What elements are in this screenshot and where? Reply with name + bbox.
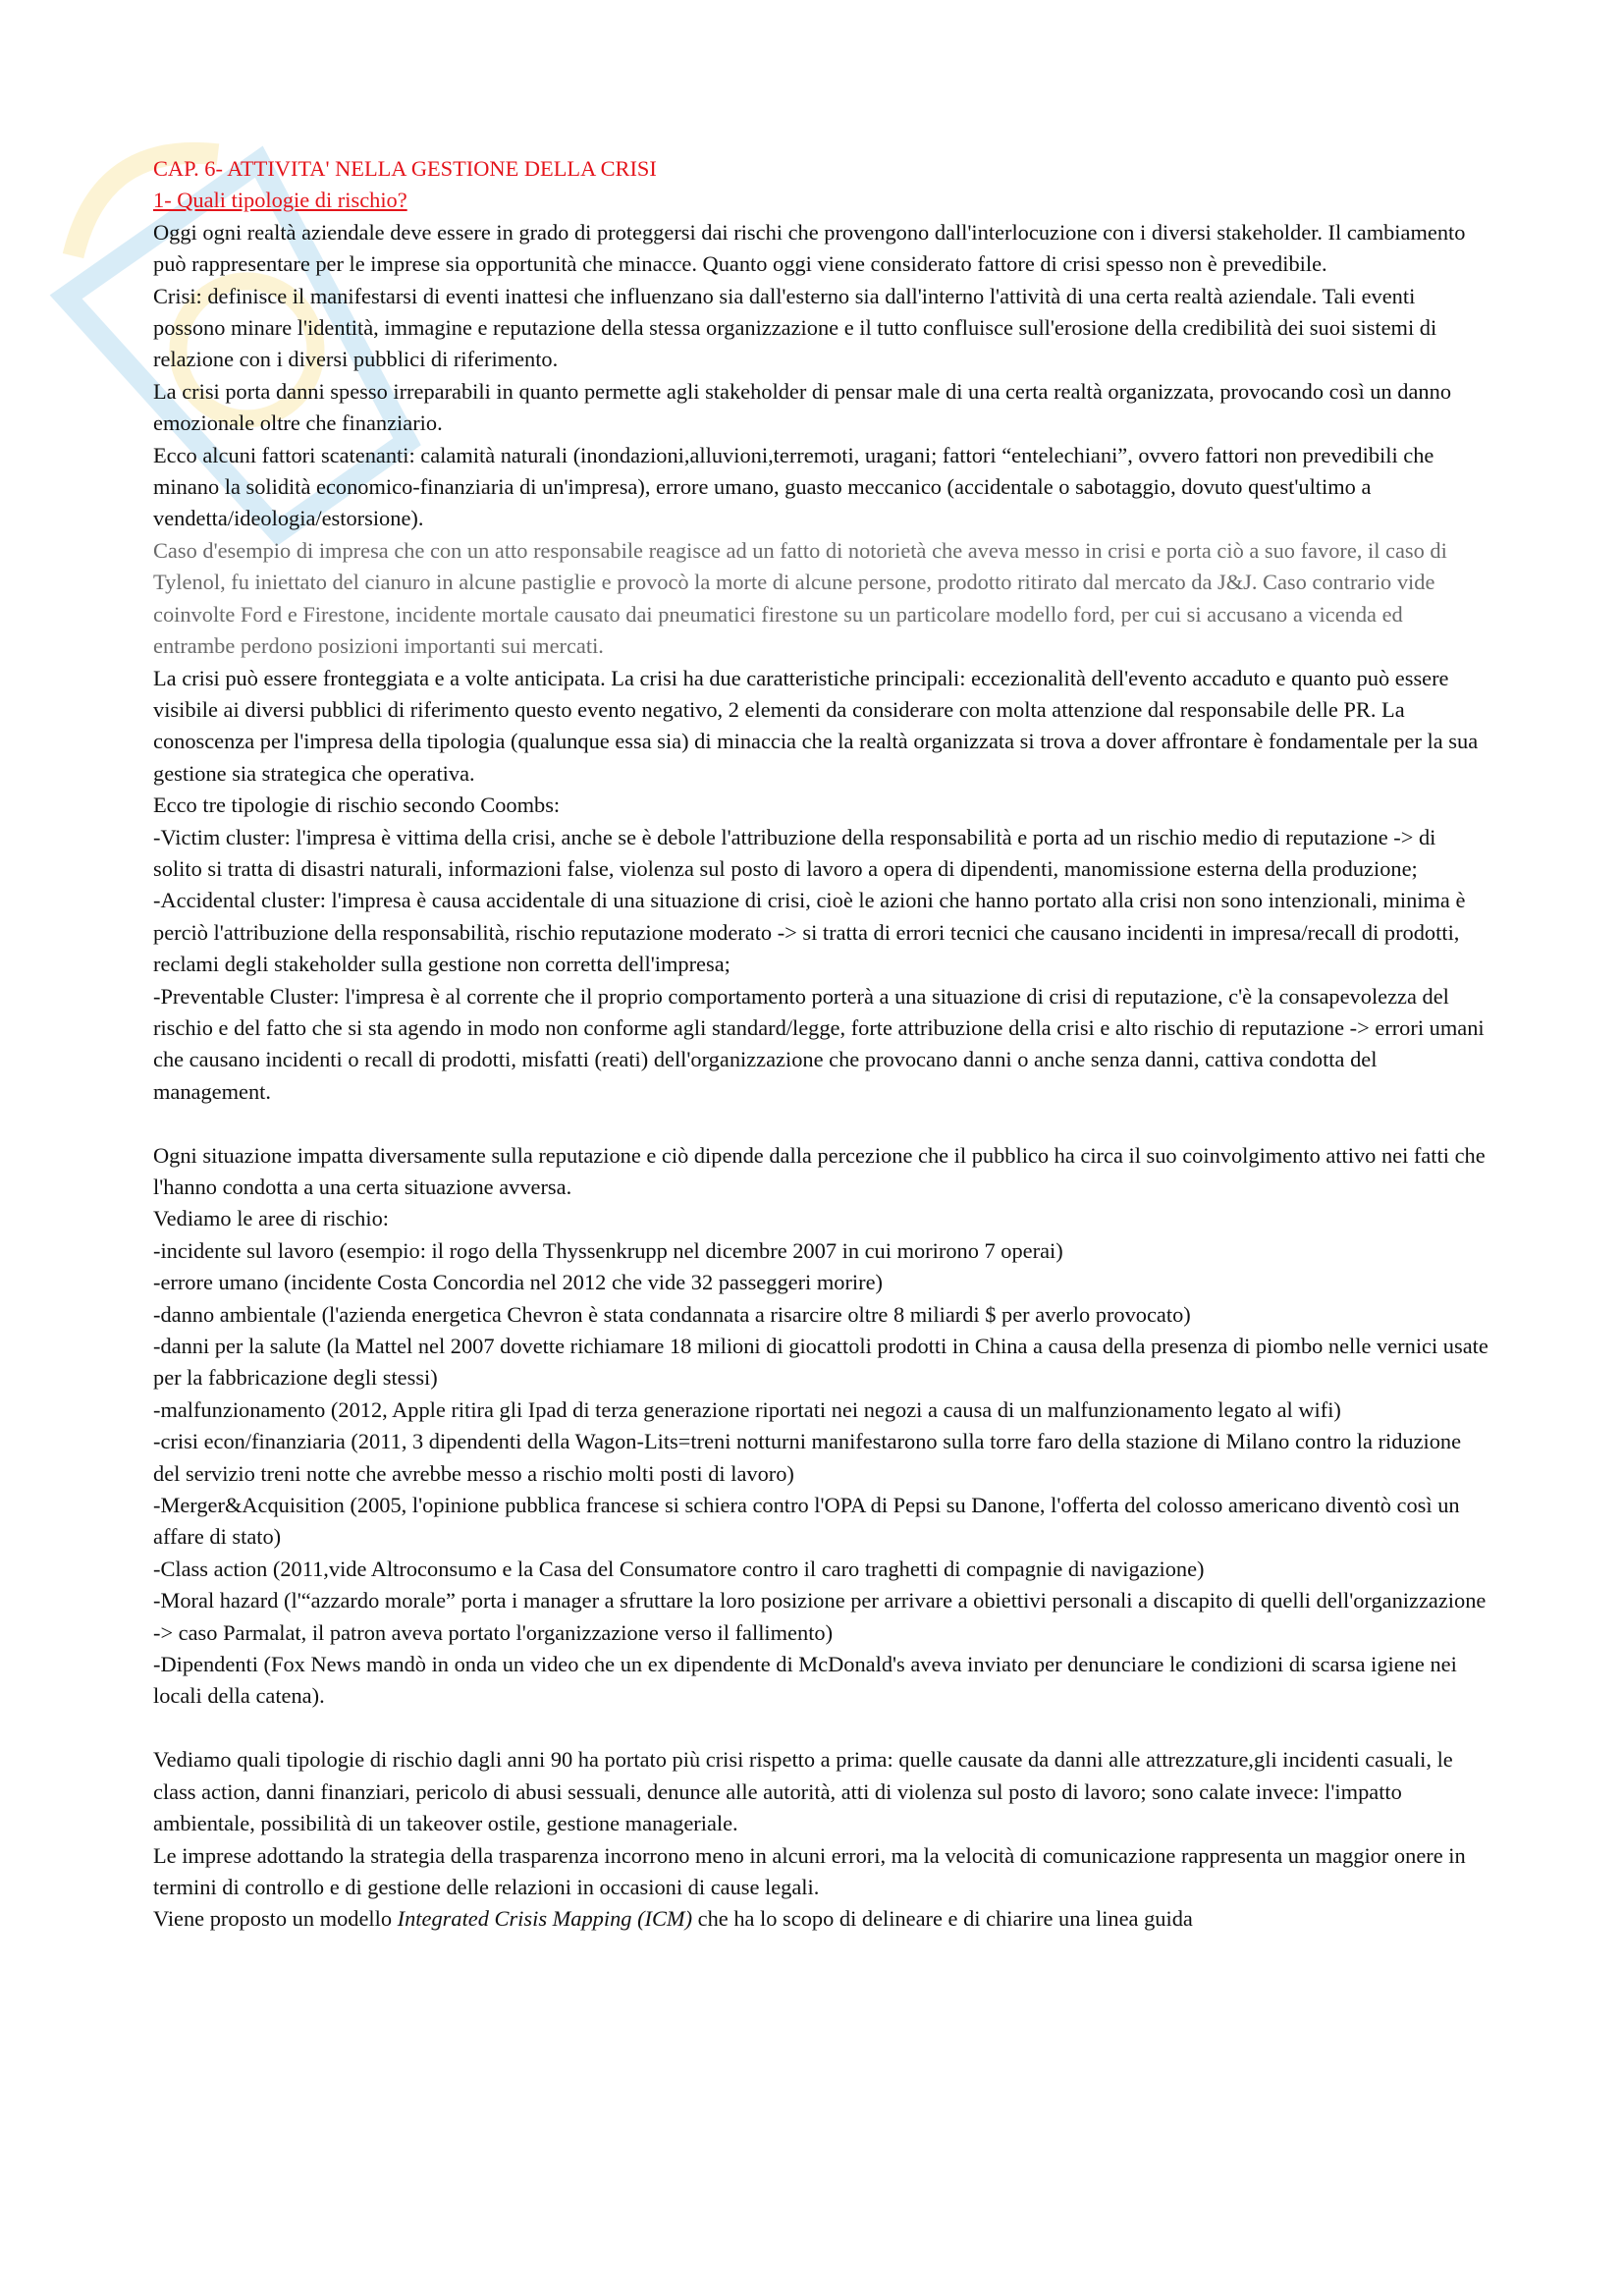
list-item: -Moral hazard (l'“azzardo morale” porta i manager a sfruttare la loro posizione per arrivare a obiettivi personali a discapito di quelli dell'organizzazione -> caso Parmalat, il patron aveva portato l'organizzazione verso il fallimento) (153, 1588, 1487, 1645)
list-item: -Accidental cluster: l'impresa è causa accidentale di una situazione di crisi, cioè le azioni che hanno portato alla crisi non sono intenzionali, minima è perciò l'attribuzione della responsabilità, rischio reputazione moderato -> si tratta di errori tecnici che causano incidenti in impresa/recall di prodotti, reclami degli stakeholder sulla gestione non corretta dell'impresa; (153, 888, 1466, 977)
paragraph: La crisi porta danni spesso irreparabili in quanto permette agli stakeholder di pensar male di una certa realtà organizzata, provocando così un danno emozionale oltre che finanziario. (153, 378, 1452, 436)
paragraph: Ogni situazione impatta diversamente sulla reputazione e ciò dipende dalla percezione che il pubblico ha circa il suo coinvolgimento attivo nei fatti che l'hanno condotta a una certa situazione avversa. (153, 1142, 1486, 1199)
list-item: -errore umano (incidente Costa Concordia nel 2012 che vide 32 passeggeri morire) (153, 1270, 883, 1295)
paragraph: Ecco tre tipologie di rischio secondo Coombs: (153, 793, 561, 818)
spacer (153, 1713, 1488, 1744)
list-item: -danno ambientale (l'azienda energetica Chevron è stata condannata a risarcire oltre 8 miliardi $ per averlo provocato) (153, 1301, 1191, 1327)
spacer (153, 1108, 1488, 1139)
paragraph: Le imprese adottando la strategia della trasparenza incorrono meno in alcuni errori, ma la velocità di comunicazione rappresenta un maggior onere in termini di controllo e di gestione delle relazioni in occasioni di cause legali. (153, 1842, 1466, 1899)
list-item: -Class action (2011,vide Altroconsumo e la Casa del Consumatore contro il caro traghetti di compagnie di navigazione) (153, 1556, 1205, 1581)
paragraph: Vediamo quali tipologie di rischio dagli anni 90 ha portato più crisi rispetto a prima: quelle causate da danni alle attrezzature,gli incidenti casuali, le class action, danni finanziari, pericolo di abusi sessuali, denunce alle autorità, atti di violenza sul posto di lavoro; sono calate invece: l'impatto ambientale, possibilità di un takeover ostile, gestione manageriale. (153, 1747, 1453, 1836)
list-item: -incidente sul lavoro (esempio: il rogo della Thyssenkrupp nel dicembre 2007 in cui morirono 7 operai) (153, 1237, 1063, 1263)
paragraph: La crisi può essere fronteggiata e a volte anticipata. La crisi ha due caratteristiche principali: eccezionalità dell'evento accaduto e quanto può essere visibile ai diversi pubblici di riferimento questo evento negativo, 2 elementi da considerare con molta attenzione dal responsabile delle PR. La conoscenza per l'impresa della tipologia (qualunque essa sia) di minaccia che la realtà organizzata si trova a dover affrontare è fondamentale per la sua gestione sia strategica che operativa. (153, 665, 1479, 786)
paragraph: Crisi: definisce il manifestarsi di eventi inattesi che influenzano sia dall'esterno sia dall'interno l'attività di una certa realtà aziendale. Tali eventi possono minare l'identità, immagine e reputazione della stessa organizzazione e il tutto confluisce sull'erosione della credibilità dei suoi sistemi di relazione con i diversi pubblici di riferimento. (153, 283, 1437, 372)
chapter-title: CAP. 6- ATTIVITA' NELLA GESTIONE DELLA CRISI (153, 156, 657, 181)
list-item: -malfunzionamento (2012, Apple ritira gli Ipad di terza generazione riportati nei negozi a causa di un malfunzionamento legato al wifi) (153, 1396, 1341, 1422)
paragraph-text: Viene proposto un modello (153, 1906, 398, 1932)
example-paragraph: Caso d'esempio di impresa che con un atto responsabile reagisce ad un fatto di notorietà che aveva messo in crisi e porta ciò a suo favore, il caso di Tylenol, fu iniettato del cianuro in alcune pastiglie e provocò la morte di alcune persone, prodotto ritirato dal mercato da J&J. Caso contrario vide coinvolte Ford e Firestone, incidente mortale causato dai pneumatici firestone su un particolare modello ford, per cui si accusano a vicenda ed entrambe perdono posizioni importanti sui mercati. (153, 537, 1447, 659)
paragraph (153, 1903, 1488, 1935)
list-item: -Dipendenti (Fox News mandò in onda un video che un ex dipendente di McDonald's aveva inviato per denunciare le condizioni di scarsa igiene nei locali della catena). (153, 1652, 1457, 1709)
list-item: -crisi econ/finanziaria (2011, 3 dipendenti della Wagon-Lits=treni notturni manifestarono sulla torre faro della stazione di Milano contro la riduzione del servizio treni notte che avrebbe messo a rischio molti posti di lavoro) (153, 1429, 1462, 1486)
section-heading: 1- Quali tipologie di rischio? (153, 188, 407, 213)
list-item: -Preventable Cluster: l'impresa è al corrente che il proprio comportamento porterà a una situazione di crisi di reputazione, c'è la consapevolezza del rischio e del fatto che si sta agendo in modo non conforme agli standard/legge, forte attribuzione della crisi e alto rischio di reputazione -> errori umani che causano incidenti o recall di prodotti, misfatti (reati) dell'organizzazione che provocano danni o anche senza danni, cattiva condotta del management. (153, 983, 1485, 1104)
list-item: -Merger&Acquisition (2005, l'opinione pubblica francese si schiera contro l'OPA di Pepsi su Danone, l'offerta del colosso americano diventò così un affare di stato) (153, 1493, 1460, 1550)
paragraph: Oggi ogni realtà aziendale deve essere in grado di proteggersi dai rischi che provengono dall'interlocuzione con i diversi stakeholder. Il cambiamento può rappresentare per le imprese sia opportunità che minacce. Quanto oggi viene considerato fattore di crisi spesso non è prevedibile. (153, 219, 1466, 277)
list-item: -danni per la salute (la Mattel nel 2007 dovette richiamare 18 milioni di giocattoli prodotti in China a causa della presenza di piombo nelle vernici usate per la fabbricazione degli stessi) (153, 1334, 1488, 1391)
paragraph-text: che ha lo scopo di delineare e di chiarire una linea guida (692, 1906, 1193, 1932)
paragraph: Vediamo le aree di rischio: (153, 1206, 389, 1231)
list-item: -Victim cluster: l'impresa è vittima della crisi, anche se è debole l'attribuzione della responsabilità e porta ad un rischio medio di reputazione -> di solito si tratta di disastri naturali, informazioni false, violenza sul posto di lavoro a opera di dipendenti, manomissione esterna della produzione; (153, 824, 1436, 881)
document-page (153, 153, 1488, 1936)
model-name: Integrated Crisis Mapping (ICM) (397, 1906, 693, 1932)
paragraph: Ecco alcuni fattori scatenanti: calamità naturali (inondazioni,alluvioni,terremoti, uragani; fattori “entelechiani”, ovvero fattori non prevedibili che minano la solidità economico-finanziaria di un'impresa), errore umano, guasto meccanico (accidentale o sabotaggio, dovuto quest'ultimo a vendetta/ideologia/estorsione). (153, 442, 1434, 531)
